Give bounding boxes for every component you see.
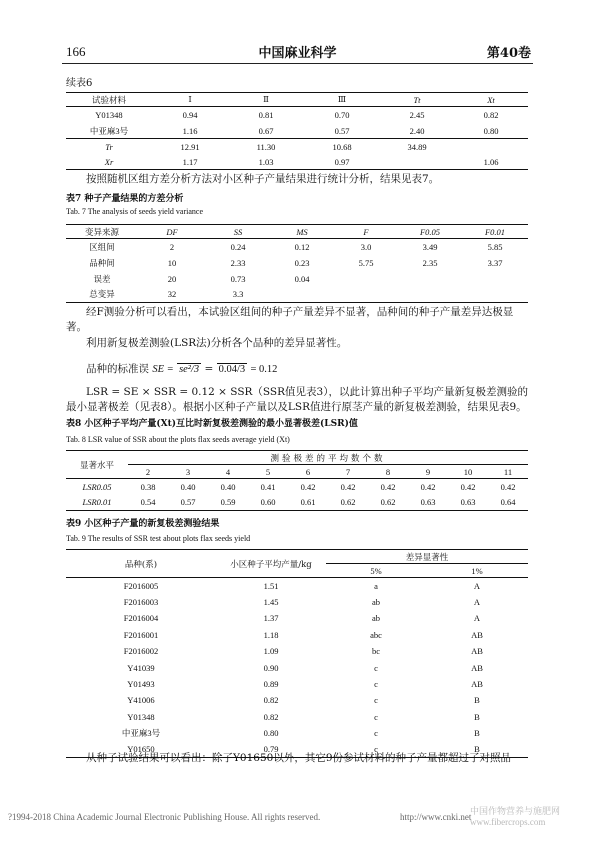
table8 bbox=[66, 450, 528, 511]
col-header: 4 bbox=[225, 466, 231, 477]
col-header: 品种(系) bbox=[66, 550, 216, 578]
cell: 2.33 bbox=[230, 257, 246, 268]
row-label: LSR0.01 bbox=[82, 497, 112, 508]
col-header: SS bbox=[233, 226, 243, 237]
page-number: 166 bbox=[66, 44, 86, 59]
cell: 3.3 bbox=[232, 289, 244, 300]
cell bbox=[380, 155, 454, 170]
cell: 2.45 bbox=[409, 110, 425, 121]
formula-label: 品种的标准误 bbox=[86, 363, 149, 375]
cell: B bbox=[474, 728, 480, 739]
col-header: 6 bbox=[305, 466, 311, 477]
cell: 2.40 bbox=[409, 125, 425, 136]
col-header: Xt bbox=[487, 94, 495, 105]
cell: Tr bbox=[105, 141, 113, 152]
cell: Xr bbox=[104, 156, 114, 167]
table-row bbox=[66, 271, 528, 287]
volume-label: 第40卷 bbox=[486, 46, 531, 61]
cell: 3.37 bbox=[487, 257, 503, 268]
cell: 1.03 bbox=[258, 156, 274, 167]
cell bbox=[398, 287, 462, 303]
table8-caption-en: Tab. 8 LSR value of SSR about the plots flax seeds average yield (Xt) bbox=[66, 435, 290, 444]
cell bbox=[270, 287, 334, 303]
formula-standard-error bbox=[86, 362, 277, 377]
col-header: 5% bbox=[370, 565, 382, 576]
cell: 区组间 bbox=[89, 241, 115, 252]
cell: 0.89 bbox=[263, 679, 279, 690]
table7-caption-cn: 表7 种子产量结果的方差分析 bbox=[66, 194, 184, 204]
cell: A bbox=[473, 597, 481, 608]
cell: AB bbox=[471, 679, 483, 690]
table-row bbox=[66, 627, 528, 643]
row-label: LSR0.05 bbox=[82, 481, 112, 492]
cell: B bbox=[474, 695, 480, 706]
table-row bbox=[66, 479, 528, 495]
cell: Y01348 bbox=[127, 711, 155, 722]
cell: Y41006 bbox=[127, 695, 155, 706]
cell: 0.57 bbox=[334, 125, 350, 136]
cell bbox=[454, 139, 528, 155]
table-row bbox=[66, 676, 528, 692]
cell: 0.60 bbox=[260, 497, 276, 508]
cell: 0.42 bbox=[500, 481, 516, 492]
col-header: 9 bbox=[425, 466, 431, 477]
paragraph: 利用新复极差测验(LSR法)分析各个品种的差异显著性。 bbox=[86, 337, 348, 349]
cell: 10 bbox=[167, 257, 177, 268]
col-header: 2 bbox=[145, 466, 151, 477]
table-row bbox=[66, 610, 528, 626]
cell: c bbox=[374, 679, 378, 690]
col-header: 变异来源 bbox=[84, 227, 119, 238]
watermark: 中国作物营养与施肥网 www.fibercrops.com bbox=[470, 806, 561, 827]
paragraph: 按照随机区组方差分析方法对小区种子产量结果进行统计分析，结果见表7。 bbox=[86, 173, 440, 185]
col-header: 1% bbox=[471, 565, 483, 576]
cell: 0.80 bbox=[483, 125, 499, 136]
cell: AB bbox=[471, 646, 483, 657]
cell: 1.09 bbox=[263, 646, 279, 657]
copyright-text: ?1994-2018 China Academic Journal Electronic Publishing House. All rights reserved. bbox=[8, 812, 321, 822]
col-header: Tt bbox=[413, 94, 421, 105]
cnki-link[interactable]: http://www.cnki.net bbox=[400, 812, 472, 822]
cell: 34.89 bbox=[407, 141, 427, 152]
cell: B bbox=[474, 744, 480, 755]
formula-sqrt-term: se²/3 bbox=[179, 364, 200, 375]
cell: 0.42 bbox=[460, 481, 476, 492]
cell: Y41039 bbox=[127, 662, 155, 673]
col-header: MS bbox=[296, 226, 308, 237]
col-header: 差异显著性 bbox=[326, 550, 528, 564]
table-row bbox=[66, 578, 528, 594]
col-header: F bbox=[363, 226, 369, 237]
table6-caption: 续表6 bbox=[66, 78, 93, 89]
cell: 0.70 bbox=[334, 110, 350, 121]
cell: abc bbox=[370, 629, 382, 640]
col-header: 小区种子平均产量/kg bbox=[216, 550, 326, 578]
cell: F2016003 bbox=[123, 597, 159, 608]
cell: A bbox=[473, 580, 481, 591]
cell: 0.57 bbox=[180, 497, 196, 508]
cell: 3.49 bbox=[422, 241, 438, 252]
group-header: 测验极差的平均数个数 bbox=[128, 451, 528, 465]
cell: A bbox=[473, 613, 481, 624]
cell: F2016004 bbox=[123, 613, 159, 624]
col-header: 11 bbox=[503, 466, 513, 477]
cell: 0.94 bbox=[182, 110, 198, 121]
table8-caption-cn: 表8 小区种子平均产量(Xt)互比时新复极差测验的最小显著极差(LSR)值 bbox=[66, 419, 358, 429]
cell: ab bbox=[371, 597, 381, 608]
cell bbox=[398, 271, 462, 287]
cell: 1.51 bbox=[263, 580, 279, 591]
col-header: 5 bbox=[265, 466, 271, 477]
cell: 32 bbox=[167, 289, 177, 300]
cell: 0.62 bbox=[340, 497, 356, 508]
cell: 0.63 bbox=[460, 497, 476, 508]
col-header: 8 bbox=[385, 466, 391, 477]
cell: c bbox=[374, 711, 378, 722]
cell: 0.12 bbox=[294, 241, 310, 252]
cell: 3.0 bbox=[360, 241, 372, 252]
cell: 0.42 bbox=[380, 481, 396, 492]
cell: 0.62 bbox=[380, 497, 396, 508]
cell: B bbox=[474, 711, 480, 722]
cell: Y01493 bbox=[127, 679, 155, 690]
cell: c bbox=[374, 695, 378, 706]
cell: 0.81 bbox=[258, 110, 274, 121]
table-row bbox=[66, 495, 528, 511]
table6-cont bbox=[66, 92, 528, 170]
table-row bbox=[66, 659, 528, 675]
cell: 0.67 bbox=[258, 125, 274, 136]
cell: 11.30 bbox=[256, 141, 276, 152]
col-header: F0.05 bbox=[419, 226, 441, 237]
cell: 1.16 bbox=[182, 125, 198, 136]
col-header: Ⅱ bbox=[263, 94, 269, 105]
table9-caption-en: Tab. 9 The results of SSR test about plots flax seeds yield bbox=[66, 534, 251, 543]
cell: 0.73 bbox=[230, 273, 246, 284]
cell bbox=[334, 287, 398, 303]
col-header: 3 bbox=[185, 466, 191, 477]
cell: 1.45 bbox=[263, 597, 279, 608]
table7-caption-en: Tab. 7 The analysis of seeds yield variance bbox=[66, 207, 204, 216]
table-row bbox=[66, 692, 528, 708]
col-header: 10 bbox=[463, 466, 473, 477]
col-header: Ⅰ bbox=[188, 94, 192, 105]
cell: 误差 bbox=[93, 273, 111, 284]
table-row bbox=[66, 139, 528, 155]
col-header: F0.01 bbox=[484, 226, 506, 237]
table-row bbox=[66, 287, 528, 303]
cell: c bbox=[374, 662, 378, 673]
cell: 0.63 bbox=[420, 497, 436, 508]
cell: 0.38 bbox=[140, 481, 156, 492]
cell: 0.64 bbox=[500, 497, 516, 508]
cell: 5.85 bbox=[487, 241, 503, 252]
cell: 0.04 bbox=[294, 273, 310, 284]
table-row bbox=[66, 155, 528, 170]
table-row bbox=[66, 594, 528, 610]
cell: 0.42 bbox=[340, 481, 356, 492]
cell: 12.91 bbox=[180, 141, 200, 152]
table-row bbox=[66, 107, 528, 124]
formula-result: = 0.12 bbox=[250, 364, 278, 375]
cell: 2 bbox=[169, 241, 175, 252]
cell: 1.17 bbox=[182, 156, 198, 167]
cell: 2.35 bbox=[422, 257, 438, 268]
col-header: Ⅲ bbox=[337, 94, 347, 105]
cell: F2016005 bbox=[123, 580, 159, 591]
table-row bbox=[66, 124, 528, 139]
table-row bbox=[66, 255, 528, 271]
cell: 0.82 bbox=[483, 110, 499, 121]
cell: 0.40 bbox=[220, 481, 236, 492]
cell: 总变异 bbox=[89, 289, 115, 300]
cell bbox=[334, 271, 398, 287]
cell: a bbox=[374, 580, 378, 591]
cell: 0.42 bbox=[420, 481, 436, 492]
cell: 1.37 bbox=[263, 613, 279, 624]
cell: 0.79 bbox=[263, 744, 279, 755]
cell: 0.42 bbox=[300, 481, 316, 492]
col-header: DF bbox=[166, 226, 178, 237]
cell: 0.82 bbox=[263, 695, 279, 706]
cell: F2016002 bbox=[123, 646, 159, 657]
table-row bbox=[66, 725, 528, 741]
row-header: 显著水平 bbox=[66, 451, 128, 479]
cell: AB bbox=[471, 662, 483, 673]
cell: 1.18 bbox=[263, 629, 279, 640]
cell bbox=[462, 271, 528, 287]
cell: 0.40 bbox=[180, 481, 196, 492]
col-header: 试验材料 bbox=[91, 95, 126, 106]
cell: 0.82 bbox=[263, 711, 279, 722]
cell: Y01650 bbox=[127, 744, 155, 755]
cell: 中亚麻3号 bbox=[89, 125, 129, 136]
formula-lhs: SE = bbox=[152, 364, 174, 375]
table-row bbox=[66, 643, 528, 659]
cell: F2016001 bbox=[123, 629, 159, 640]
cell: 0.23 bbox=[294, 257, 310, 268]
journal-title: 中国麻业科学 bbox=[258, 46, 337, 61]
cell: 5.75 bbox=[358, 257, 374, 268]
cell: 1.06 bbox=[483, 156, 499, 167]
cell: 0.54 bbox=[140, 497, 156, 508]
cell: 20 bbox=[167, 273, 177, 284]
col-header: 7 bbox=[345, 466, 351, 477]
cell: AB bbox=[471, 629, 483, 640]
cell: 品种间 bbox=[89, 257, 115, 268]
cell: 0.80 bbox=[263, 728, 279, 739]
formula-equals: = bbox=[204, 363, 214, 375]
table9 bbox=[66, 549, 528, 758]
cell: 0.41 bbox=[260, 481, 276, 492]
cell: 0.24 bbox=[230, 241, 246, 252]
table-row bbox=[66, 239, 528, 255]
cell: 0.90 bbox=[263, 662, 279, 673]
cell: Y01348 bbox=[95, 110, 123, 121]
cell: c bbox=[374, 728, 378, 739]
cell: 0.97 bbox=[334, 156, 350, 167]
paragraph: 经F测验分析可以看出，本试验区组间的种子产量差异不显著，品种间的种子产量差异达极显著。 bbox=[66, 306, 514, 333]
cell: 0.59 bbox=[220, 497, 236, 508]
header-rule bbox=[62, 63, 533, 64]
paragraph: LSR = SE × SSR = 0.12 × SSR（SSR值见表3），以此计算出种子平均产量新复极差测验的最小显著极差（见表8）。根据小区种子产量以及LSR值进行原茎产量的新复极差测验，结果见表9。 bbox=[66, 386, 528, 413]
cell: bc bbox=[371, 646, 381, 657]
paragraph: 从种子试验结果可以看出：除了Y01650以外，其它9份参试材料的种子产量都超过了对照品 bbox=[86, 752, 512, 764]
cell: ab bbox=[371, 613, 381, 624]
table-row bbox=[66, 709, 528, 725]
cell: 中亚麻3号 bbox=[121, 728, 161, 739]
formula-sqrt-value: 0.04/3 bbox=[218, 364, 246, 375]
table9-caption-cn: 表9 小区种子产量的新复极差测验结果 bbox=[66, 519, 220, 529]
cell bbox=[462, 287, 528, 303]
cell: c bbox=[374, 744, 378, 755]
cell: 0.61 bbox=[300, 497, 316, 508]
table7 bbox=[66, 224, 528, 303]
cell: 10.68 bbox=[332, 141, 352, 152]
